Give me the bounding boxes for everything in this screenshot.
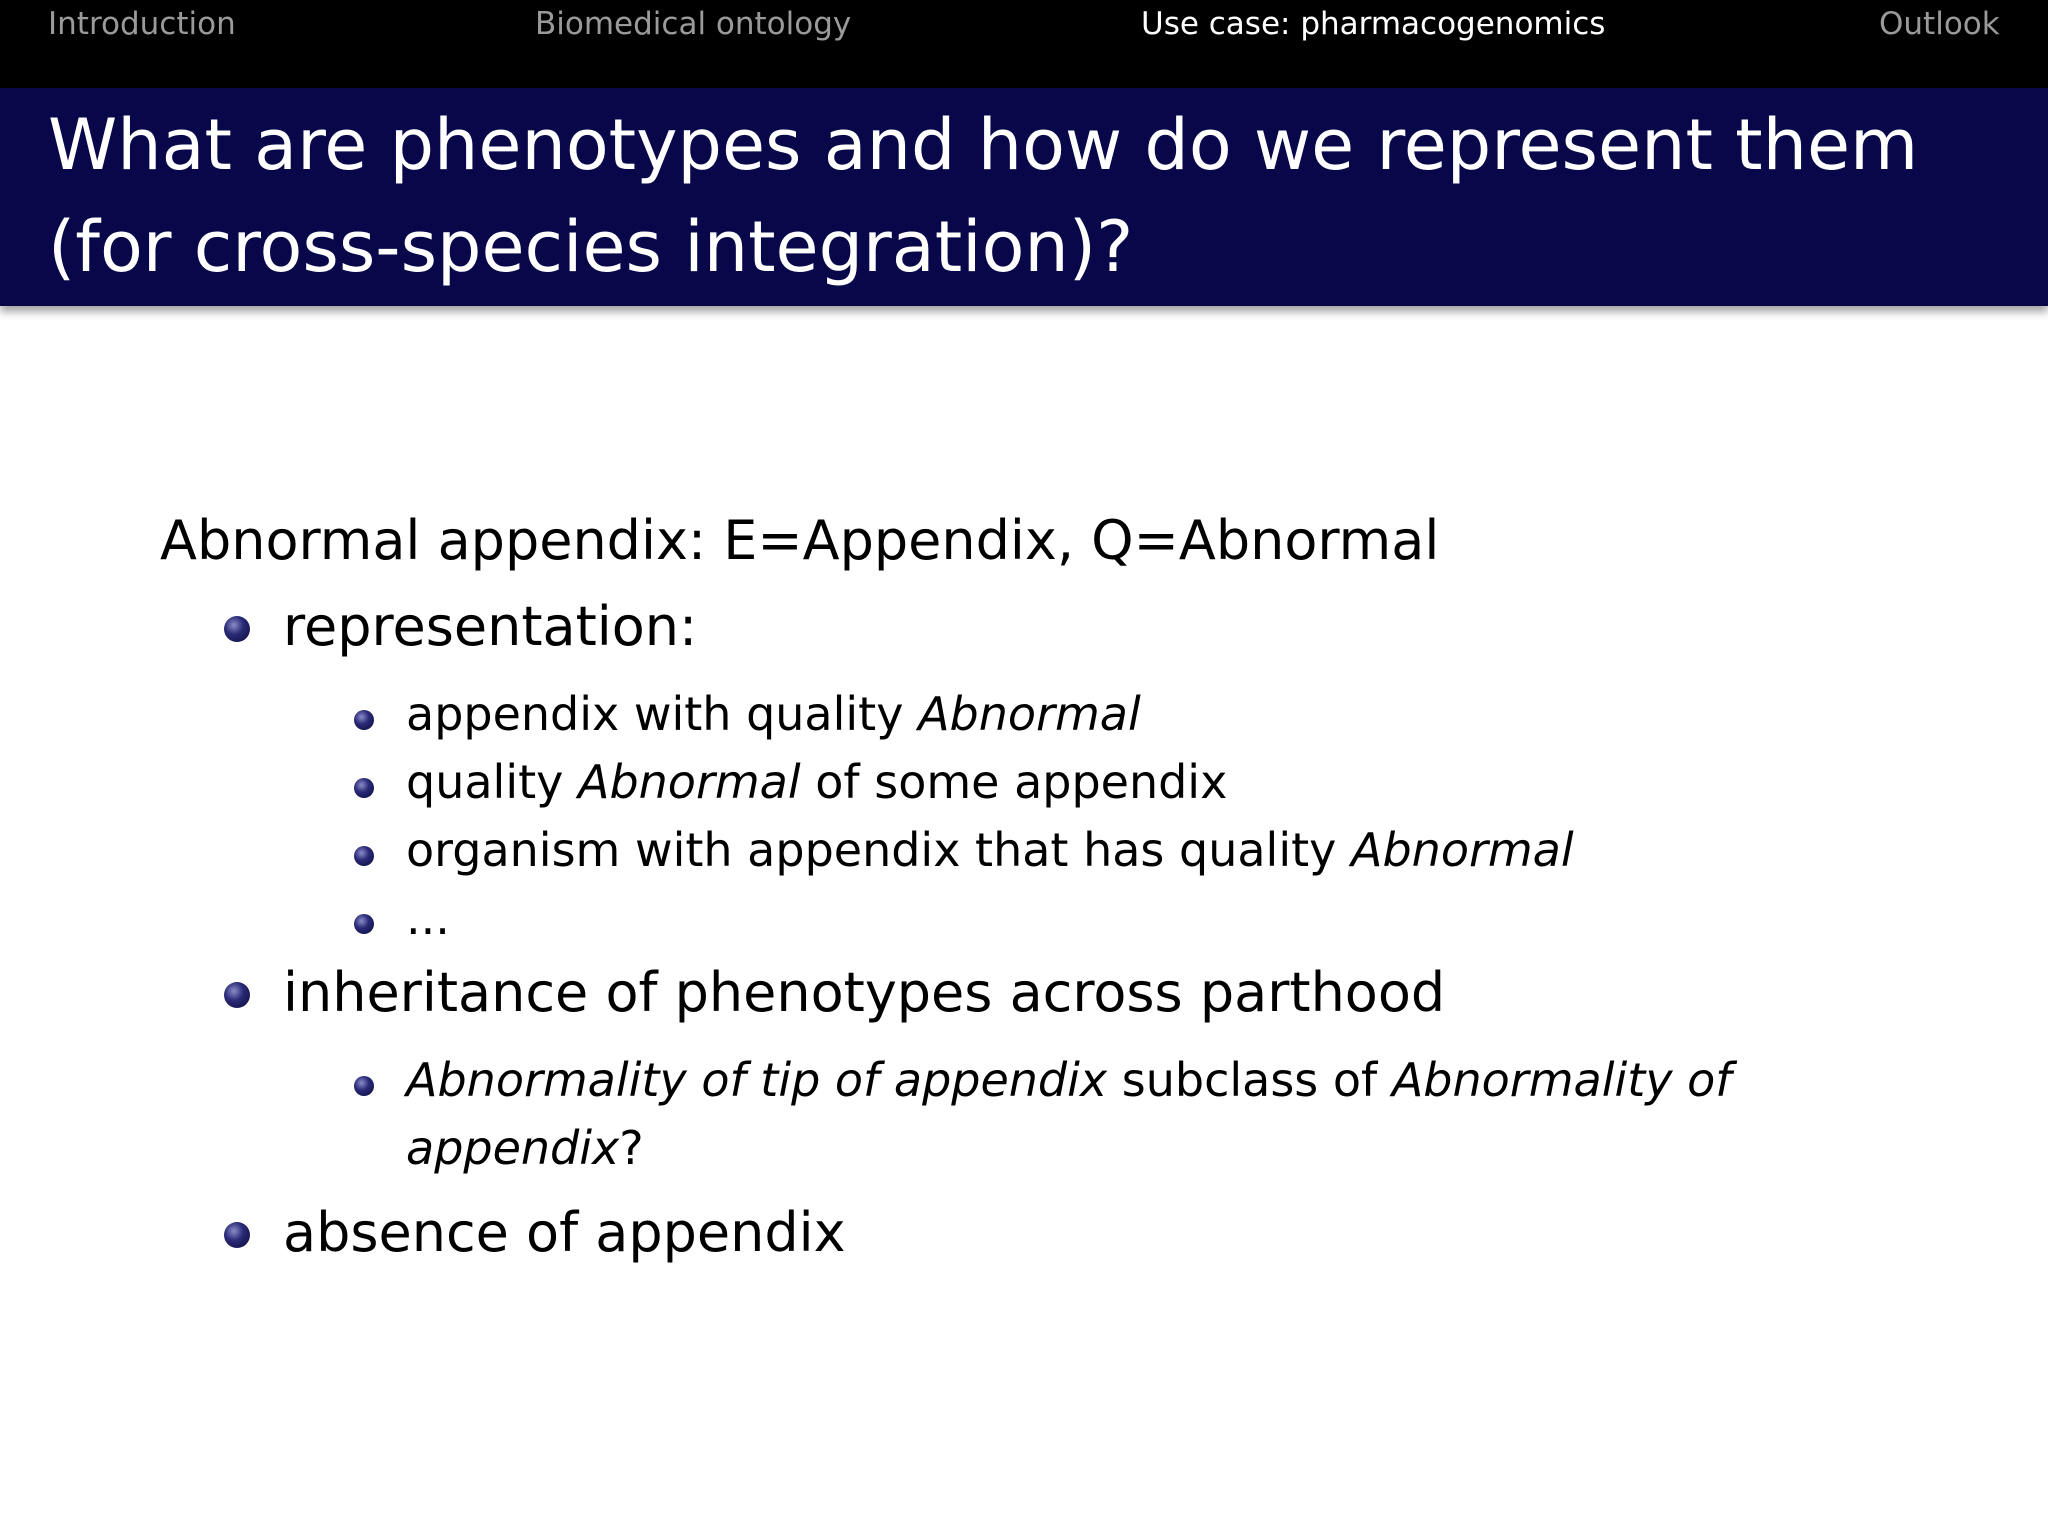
sub-item [406,816,1574,884]
sub-item-text: subclass of [1107,1053,1392,1107]
sub-item-emphasis: Abnormal [577,755,801,809]
sub-item [406,1046,1732,1114]
bullet-item: absence of appendix [283,1201,846,1264]
slide-content [0,306,2048,1536]
slide-title: What are phenotypes and how do we represent them (for cross-species integration)? [48,104,1919,288]
sub-item-text: appendix with quality [406,687,919,741]
ball-bullet-icon [354,1076,374,1096]
sub-item [406,680,1141,748]
sub-item-emphasis: Abnormality of [1391,1053,1732,1107]
sub-item-continuation [406,1114,644,1182]
nav-item-use-case[interactable]: Use case: pharmacogenomics [1141,6,1606,42]
bullet-item: inheritance of phenotypes across parthood [283,961,1446,1024]
nav-item-biomedical-ontology[interactable]: Biomedical ontology [535,6,852,42]
sub-item-emphasis: appendix [406,1121,620,1175]
navigation-bar [0,0,2048,88]
ball-bullet-icon [354,846,374,866]
ball-bullet-icon [224,982,250,1008]
ball-bullet-icon [354,778,374,798]
lead-statement: Abnormal appendix: E=Appendix, Q=Abnormal [160,509,1440,572]
sub-item-text: of some appendix [800,755,1228,809]
title-bar [0,88,2048,306]
sub-item [406,884,450,952]
ball-bullet-icon [354,710,374,730]
sub-item-text: organism with appendix that has quality [406,823,1351,877]
sub-item-text: ... [406,891,450,945]
ball-bullet-icon [224,616,250,642]
ball-bullet-icon [354,914,374,934]
sub-item-text: ? [619,1121,644,1175]
nav-item-introduction[interactable]: Introduction [48,6,236,42]
sub-item-text: quality [406,755,578,809]
sub-item-emphasis: Abnormal [1351,823,1574,877]
sub-item-emphasis: Abnormal [918,687,1141,741]
nav-item-outlook[interactable]: Outlook [1879,6,2000,42]
sub-item [406,748,1227,816]
bullet-item: representation: [283,595,698,658]
ball-bullet-icon [224,1222,250,1248]
sub-item-emphasis: Abnormality of tip of appendix [406,1053,1108,1107]
